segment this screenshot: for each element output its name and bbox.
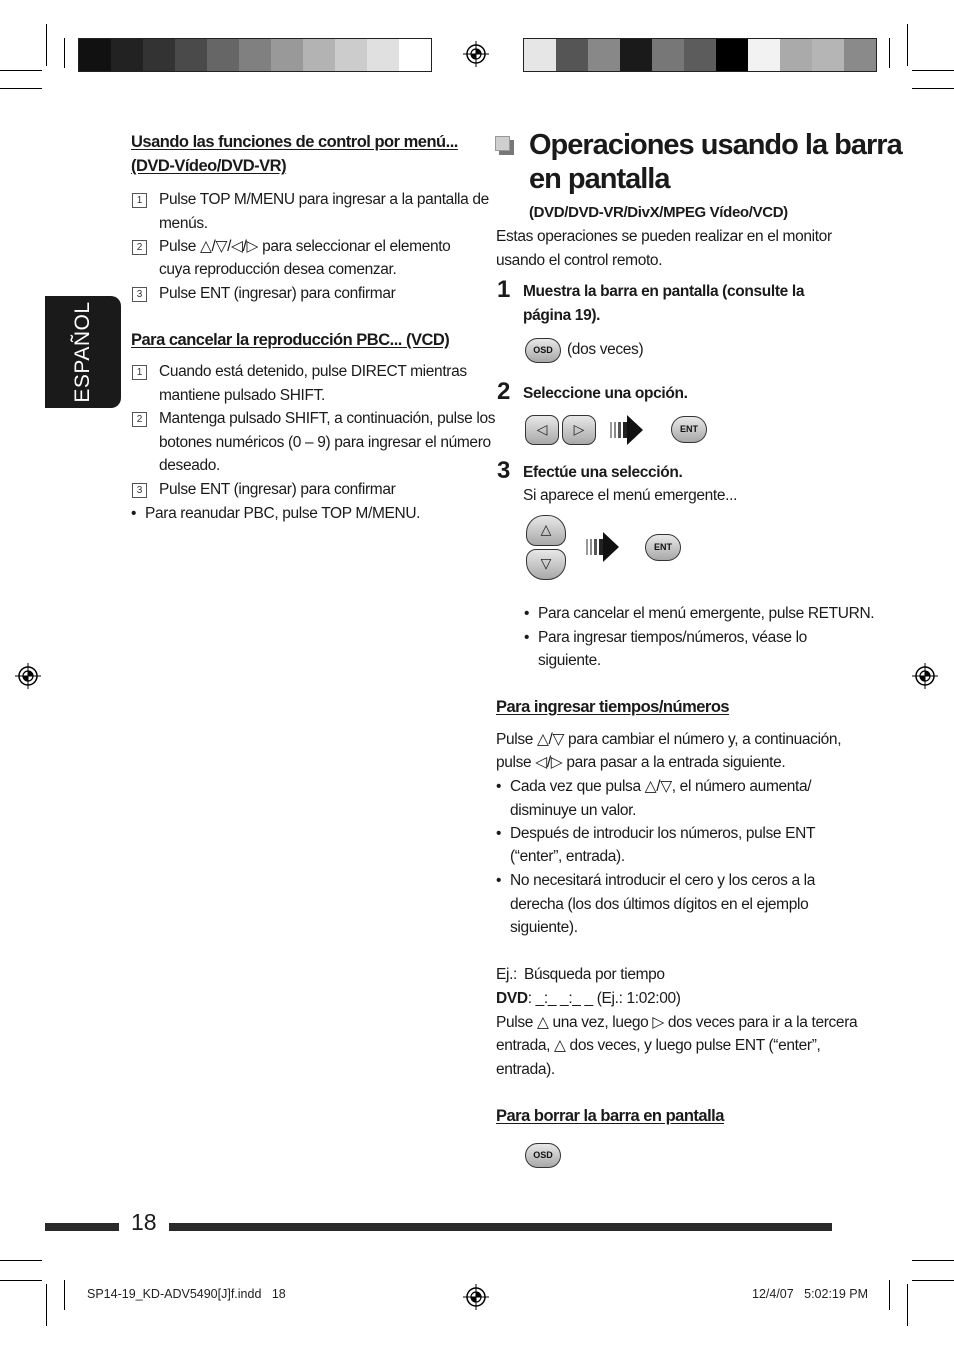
osd-button: OSD (525, 1143, 561, 1168)
registration-mark-icon (463, 41, 489, 67)
crop-mark (907, 24, 908, 66)
footer-file: SP14-19_KD-ADV5490[J]f.indd 18 (87, 1287, 286, 1301)
bullet-item-cont: siguiente). (510, 919, 578, 936)
crop-mark (46, 1284, 47, 1326)
step2-text: Seleccione una opción. (523, 385, 688, 402)
step-number: 1 (132, 193, 147, 208)
step-text: menús. (159, 215, 208, 232)
color-bar-right (523, 38, 877, 72)
step-text: Pulse ENT (ingresar) para confirmar (159, 481, 396, 498)
pbc-section-title: Para cancelar la reproducción PBC... (VCD) (131, 331, 450, 349)
osd-button: OSD (525, 338, 561, 363)
times-intro: pulse ◁/▷ para pasar a la entrada siguiente. (496, 754, 786, 771)
bullet-item: • Para ingresar tiempos/números, véase lo (538, 626, 807, 650)
right-arrow-button: ▷ (562, 415, 596, 445)
bullet-item: • Para cancelar el menú emergente, pulse RETURN. (538, 602, 874, 626)
section-square-icon (495, 136, 515, 156)
bullet-item: • Después de introducir los números, pulse ENT (510, 822, 815, 846)
example-text: Búsqueda por tiempo (524, 966, 665, 983)
menu-section-title: Usando las funciones de control por menú... (131, 133, 458, 151)
step-number: 2 (132, 412, 147, 427)
crop-mark (912, 88, 954, 89)
page-number: 18 (131, 1209, 157, 1235)
crop-mark (912, 1260, 954, 1261)
registration-mark-icon (912, 663, 938, 689)
step-text: Pulse TOP M/MENU para ingresar a la pantalla de (159, 191, 489, 208)
menu-section-subtitle: (DVD-Vídeo/DVD-VR) (131, 157, 287, 175)
step-text: cuya reproducción desea comenzar. (159, 261, 397, 278)
up-arrow-button: △ (526, 515, 566, 546)
step3-text: Efectúe una selección. (523, 464, 683, 481)
dvd-example (496, 987, 681, 1011)
crop-mark (912, 70, 954, 71)
bullet-item-cont: (“enter”, entrada). (510, 848, 625, 865)
left-arrow-button: ◁ (525, 415, 559, 445)
step-text: Cuando está detenido, pulse DIRECT mientras (159, 363, 467, 380)
bullet-item: • Para reanudar PBC, pulse TOP M/MENU. (145, 502, 420, 526)
page-title-line2: en pantalla (529, 163, 670, 195)
color-bar-left (78, 38, 432, 72)
page-rule-right (169, 1223, 832, 1231)
registration-mark-icon (463, 1284, 489, 1310)
crop-mark (64, 38, 65, 68)
step-text: deseado. (159, 457, 220, 474)
crop-mark (0, 88, 42, 89)
step1-number: 1 (497, 276, 511, 303)
ent-button: ENT (645, 534, 681, 561)
example-instructions: entrada). (496, 1061, 555, 1078)
step-text: Mantenga pulsado SHIFT, a continuación, pulse los (159, 410, 496, 427)
page-rule-left (45, 1223, 119, 1231)
step1-text: Muestra la barra en pantalla (consulte la (523, 283, 805, 300)
bullet-item-cont: siguiente. (538, 652, 601, 669)
crop-mark (46, 24, 47, 66)
bullet-item: • No necesitará introducir el cero y los ceros a la (510, 869, 815, 893)
step3-note: Si aparece el menú emergente... (523, 487, 738, 504)
osd-note: (dos veces) (567, 341, 644, 358)
example-label: Ej.: (496, 966, 517, 983)
dvd-label: DVD (496, 990, 528, 1007)
times-intro: Pulse △/▽ para cambiar el número y, a continuación, (496, 731, 842, 748)
step2-number: 2 (497, 378, 511, 405)
crop-mark (907, 1284, 908, 1326)
crop-mark (912, 1280, 954, 1281)
times-section-title: Para ingresar tiempos/números (496, 698, 730, 716)
crop-mark (889, 1280, 890, 1310)
example-instructions: entrada, △ dos veces, y luego pulse ENT (“enter”, (496, 1037, 821, 1054)
step-number: 3 (132, 483, 147, 498)
footer-datetime: 12/4/07 5:02:19 PM (752, 1287, 869, 1301)
language-tab (45, 296, 121, 408)
step-number: 3 (132, 287, 147, 302)
crop-mark (0, 1260, 42, 1261)
bullet-item: • Cada vez que pulsa △/▽, el número aumenta/ (510, 775, 811, 799)
step-number: 2 (132, 240, 147, 255)
bullet-item-cont: derecha (los dos últimos dígitos en el ejemplo (510, 896, 809, 913)
crop-mark (0, 1280, 42, 1281)
step-text: botones numéricos (0 – 9) para ingresar el número (159, 434, 491, 451)
ent-button: ENT (671, 416, 707, 443)
page-title: Operaciones usando la barra (529, 129, 902, 161)
disc-types: (DVD/DVD-VR/DivX/MPEG Vídeo/VCD) (529, 204, 788, 221)
intro-text: usando el control remoto. (496, 252, 663, 269)
arrow-right-icon (586, 530, 620, 564)
example-instructions: Pulse △ una vez, luego ▷ dos veces para ir a la tercera (496, 1014, 858, 1031)
step-text: Pulse ENT (ingresar) para confirmar (159, 285, 396, 302)
step1-text: página 19). (523, 307, 601, 324)
down-arrow-button: ▽ (526, 549, 566, 580)
arrow-right-icon (610, 413, 644, 447)
crop-mark (0, 70, 42, 71)
language-tab-label: ESPAÑOL (71, 301, 94, 403)
intro-text: Estas operaciones se pueden realizar en el monitor (496, 228, 832, 245)
dvd-pattern: : _:_ _:_ _ (Ej.: 1:02:00) (527, 990, 681, 1007)
step3-number: 3 (497, 457, 511, 484)
step-number: 1 (132, 365, 147, 380)
step-text: mantiene pulsado SHIFT. (159, 387, 325, 404)
step-text: Pulse △/▽/◁/▷ para seleccionar el elemento (159, 238, 451, 255)
bullet-item-cont: disminuye un valor. (510, 802, 637, 819)
crop-mark (64, 1280, 65, 1310)
crop-mark (889, 38, 890, 68)
registration-mark-icon (15, 663, 41, 689)
erase-section-title: Para borrar la barra en pantalla (496, 1107, 724, 1125)
